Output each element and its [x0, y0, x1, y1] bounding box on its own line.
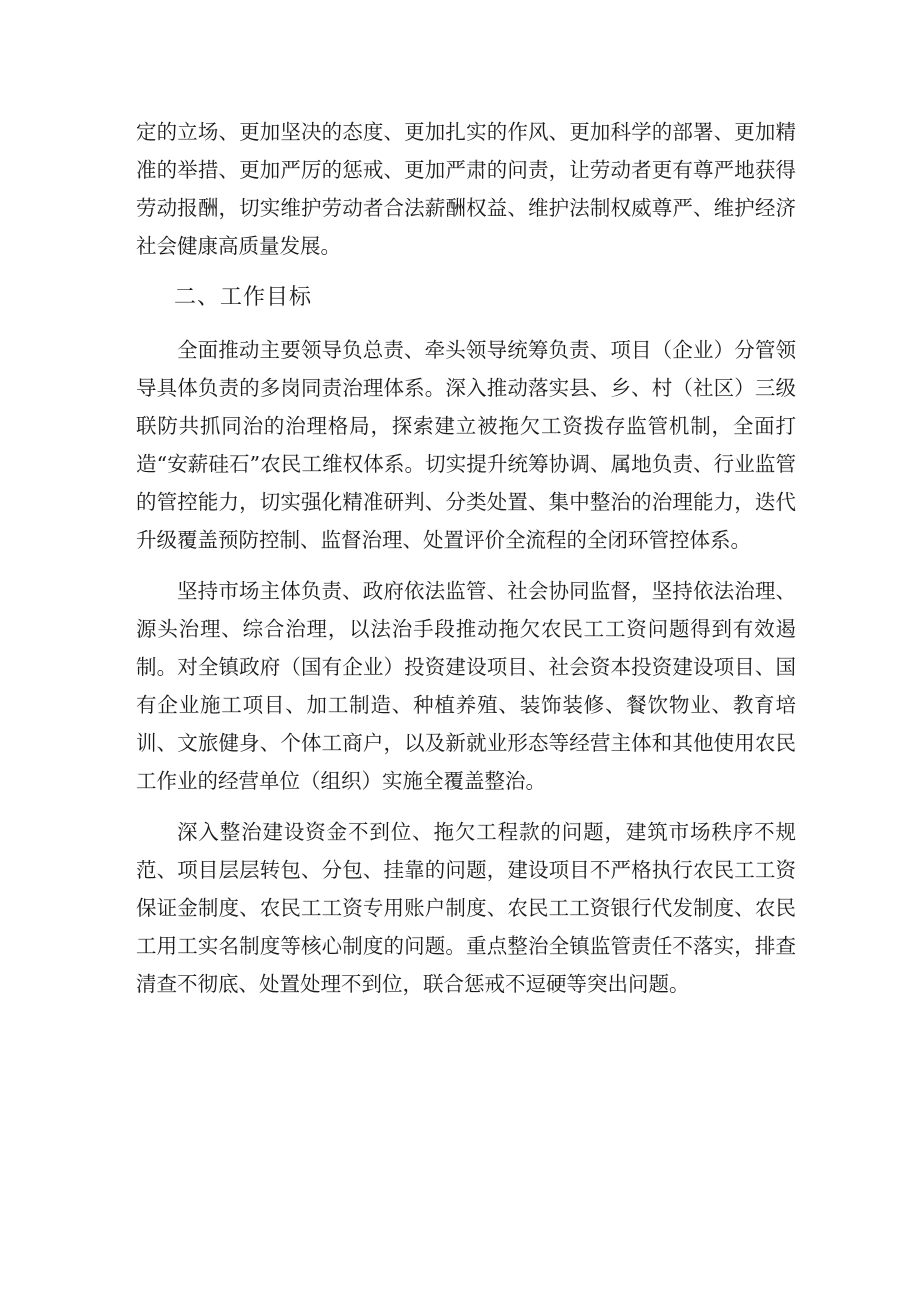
continuation-paragraph: 定的立场、更加坚决的态度、更加扎实的作风、更加科学的部署、更加精准的举措、更加严厉的惩戒、更加严肃的问责，让劳动者更有尊严地获得劳动报酬，切实维护劳动者合法薪酬权益、维护法制权威尊严、维护经济社会健康高质量发展。: [136, 120, 796, 258]
section-heading: 二、工作目标: [174, 285, 313, 310]
body-paragraph-goals: 全面推动主要领导负总责、牵头领导统筹负责、项目（企业）分管领导具体负责的多岗同责治理体系。深入推动落实县、乡、村（社区）三级联防共抓同治的治理格局，探索建立被拖欠工资拨存监管机制，全面打造“安薪硅石”农民工维权体系。切实提升统筹协调、属地负责、行业监管的管控能力，切实强化精准研判、分类处置、集中整治的治理能力，迭代升级覆盖预防控制、监督治理、处置评价全流程的全闭环管控体系。: [136, 338, 796, 552]
body-paragraph-rectification: 深入整治建设资金不到位、拖欠工程款的问题，建筑市场秩序不规范、项目层层转包、分包、挂靠的问题，建设项目不严格执行农民工工资保证金制度、农民工工资专用账户制度、农民工工资银行代发制度、农民工用工实名制度等核心制度的问题。重点整治全镇监管责任不落实，排查清查不彻底、处置处理不到位，联合惩戒不逗硬等突出问题。: [136, 820, 796, 996]
document-body: [136, 113, 796, 1016]
body-paragraph-scope: 坚持市场主体负责、政府依法监管、社会协同监督，坚持依法治理、源头治理、综合治理，以法治手段推动拖欠农民工工资问题得到有效遏制。对全镇政府（国有企业）投资建设项目、社会资本投资建设项目、国有企业施工项目、加工制造、种植养殖、装饰装修、餐饮物业、教育培训、文旅健身、个体工商户，以及新就业形态等经营主体和其他使用农民工作业的经营单位（组织）实施全覆盖整治。: [136, 579, 796, 793]
